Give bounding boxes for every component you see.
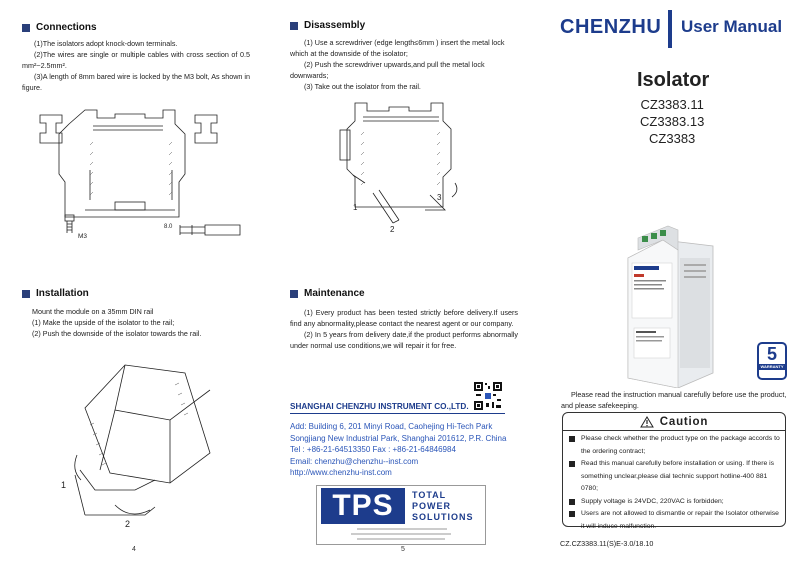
tps-tagline: TOTAL POWER SOLUTIONS	[412, 490, 474, 522]
header-divider	[668, 10, 672, 48]
caution-item: Read this manual carefully before installation or using. If there is something unclear,please dial technic support hotline-400 881 0780;	[569, 458, 781, 496]
step-1-label: 1	[61, 480, 67, 490]
step-2-label: 2	[390, 225, 395, 234]
step-2-label: 2	[125, 519, 131, 529]
bullet-icon	[569, 436, 575, 442]
product-title: Isolator	[637, 69, 710, 91]
tps-fineprint-line	[351, 533, 451, 535]
warning-icon	[640, 416, 654, 428]
bullet-icon	[569, 511, 575, 517]
product-image	[618, 218, 718, 388]
caution-list	[569, 433, 781, 533]
connections-heading: Connections	[22, 22, 97, 33]
step-1-label: 1	[353, 203, 358, 212]
caution-item: Supply voltage is 24VDC, 220VAC is forbidden;	[569, 496, 781, 509]
tps-logo-mark: TPS	[321, 488, 405, 524]
brand-logo: CHENZHU	[560, 16, 662, 38]
section-square-icon	[22, 24, 30, 32]
section-square-icon	[290, 290, 298, 298]
m3-label: M3	[78, 233, 88, 240]
caution-header: Caution	[563, 413, 785, 430]
caution-item: Users are not allowed to dismantle or repair the Isolator otherwise it will induce malfunction.	[569, 508, 781, 533]
section-square-icon	[22, 290, 30, 298]
warranty-badge	[757, 342, 787, 380]
company-divider	[290, 413, 505, 414]
website-link[interactable]: http://www.chenzhu-inst.com	[290, 468, 392, 477]
section-square-icon	[290, 22, 298, 30]
model-item: CZ3383.11	[640, 97, 704, 112]
disassembly-text: (1) Use a screwdriver (edge length≤6mm ) insert the metal lock which at the downside of the isolator; (2) Push the screwdriver upwards,and pull the metal lock downwards; (3) Take out the isolator from the rail.	[290, 38, 505, 91]
installation-heading: Installation	[22, 288, 89, 299]
model-item: CZ3383	[649, 131, 696, 146]
installation-diagram	[55, 355, 255, 535]
maintenance-heading: Maintenance	[290, 288, 365, 299]
model-list	[640, 96, 704, 147]
connections-text: (1)The isolators adopt knock-down terminals. (2)The wires are single or multiple cables with cross section of 0.5 mm²~2.5mm². (3)A length of 8mm bared wire is locked by the M3 bolt, As shown in figure.	[22, 39, 250, 92]
qr-code-icon[interactable]	[473, 381, 503, 411]
bullet-icon	[569, 499, 575, 505]
model-item: CZ3383.13	[640, 114, 705, 129]
bullet-icon	[569, 461, 575, 467]
warranty-label: WARRANTY	[760, 364, 784, 369]
installation-text: Mount the module on a 35mm DIN rail (1) Make the upside of the isolator to the rail; (2) Push the downside of the isolator towards the rail.	[32, 307, 202, 338]
page-number: 4	[132, 546, 136, 553]
caution-item: Please check whether the product type on the package accords to the ordering contract;	[569, 433, 781, 458]
notice-text: Please read the instruction manual carefully before use the product, and please safekeeping.	[561, 390, 787, 410]
disassembly-diagram	[335, 95, 475, 235]
dimension-label: 8.0	[164, 224, 173, 230]
maintenance-text: (1) Every product has been tested strictly before delivery.If users find any abnormality,please contact the nearest agent or our company. (2) In 5 years from delivery date,if the product performs abnormally under normal use conditions,we will repair it for free.	[290, 308, 518, 350]
disassembly-heading: Disassembly	[290, 20, 365, 31]
tps-logo	[316, 485, 486, 545]
manual-title: User Manual	[681, 17, 783, 36]
company-name: SHANGHAI CHENZHU INSTRUMENT CO.,LTD.	[290, 402, 469, 411]
caution-divider	[563, 430, 785, 431]
page-number: 5	[401, 546, 405, 553]
tps-fineprint-line	[357, 528, 447, 530]
caution-box	[562, 412, 786, 530]
document-code: CZ.CZ3383.11(S)E-3.0/18.10	[560, 539, 654, 548]
step-3-label: 3	[437, 193, 442, 202]
tps-fineprint-line	[357, 538, 445, 540]
company-contact: Add: Building 6, 201 Minyi Road, Caohejing Hi-Tech Park Songjiang New Industrial Park, Shanghai 201612, P.R. China Tel : +86-21-64513350 Fax : +86-21-64846984 Email: chenzhu@chenzhu--inst.com http://www.chenzhu-inst.com	[290, 422, 507, 477]
connections-diagram	[30, 100, 255, 250]
email-link[interactable]: Email: chenzhu@chenzhu--inst.com	[290, 456, 419, 466]
warranty-number: 5	[766, 344, 777, 364]
